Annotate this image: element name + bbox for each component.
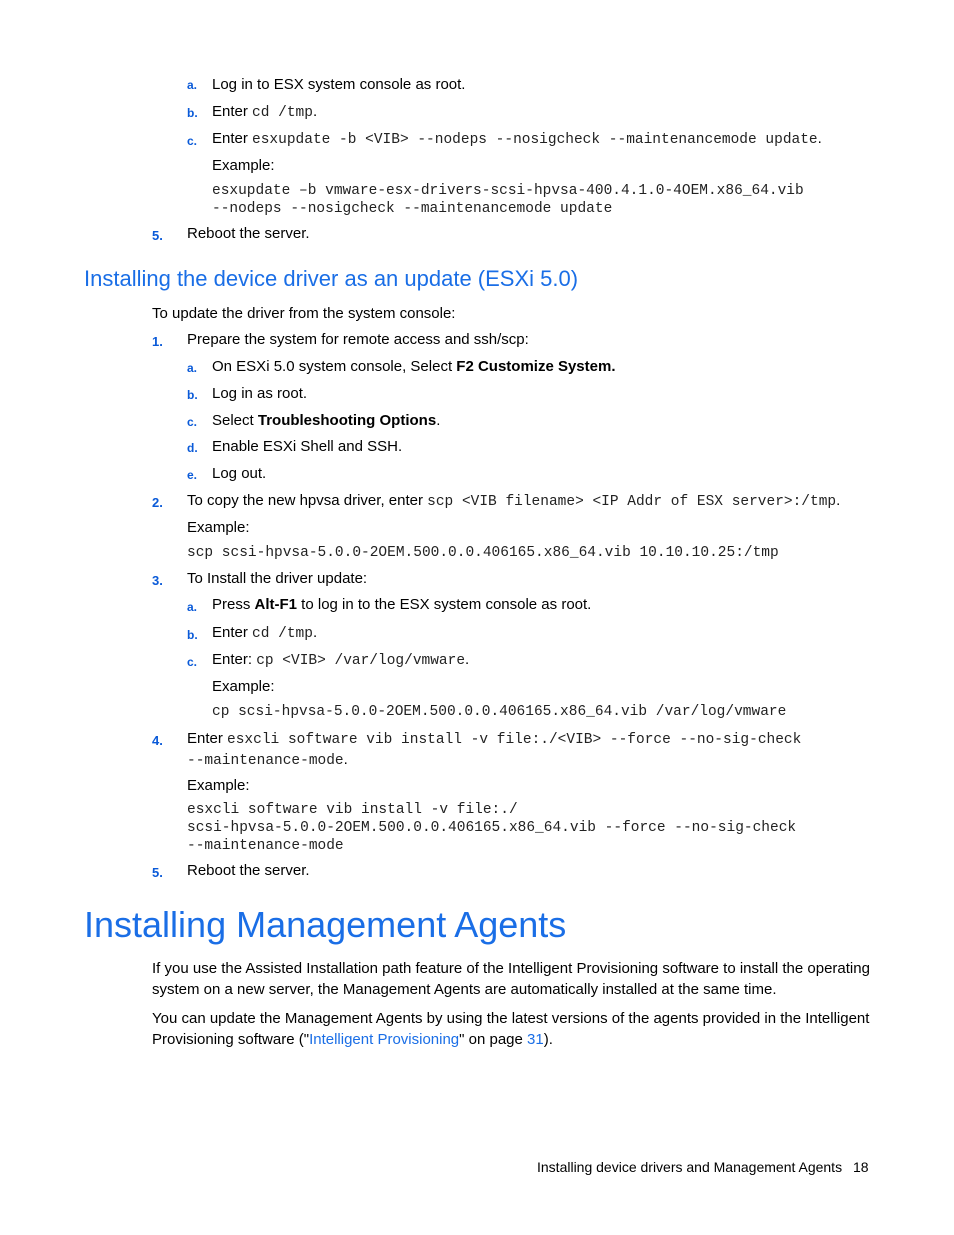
code-line: esxupdate –b vmware-esx-drivers-scsi-hpvsa-400.4.1.0-4OEM.x86_64.vib <box>212 183 804 199</box>
code-line: --nodeps --nosigcheck --maintenancemode update <box>212 201 613 217</box>
chapter-heading: Installing Management Agents <box>84 904 567 945</box>
list-item-text: Enter: cp <VIB> /var/log/vmware. <box>212 651 470 669</box>
list-item <box>187 76 197 93</box>
page-number: 18 <box>853 1159 869 1175</box>
list-marker: a. <box>187 78 198 92</box>
example-label: Example: <box>187 777 250 794</box>
list-item-text: Reboot the server. <box>187 862 310 879</box>
list-item-text: Log in to ESX system console as root. <box>212 76 466 93</box>
list-marker: 5. <box>152 228 163 243</box>
list-marker: 3. <box>152 573 163 588</box>
list-item-text-cont: --maintenance-mode. <box>187 751 348 769</box>
intro-text: To update the driver from the system console: <box>152 305 456 322</box>
list-item-text: Enter cd /tmp. <box>212 624 318 642</box>
inline-code: cd /tmp <box>252 105 313 121</box>
cross-reference-link[interactable]: Intelligent Provisioning <box>309 1031 460 1048</box>
list-marker: a. <box>187 600 198 614</box>
list-item-text: On ESXi 5.0 system console, Select F2 Customize System. <box>212 358 616 375</box>
list-marker: 2. <box>152 495 163 510</box>
list-item-text: Log out. <box>212 465 267 482</box>
list-marker: d. <box>187 441 198 455</box>
inline-code: cp <VIB> /var/log/vmware <box>256 653 466 669</box>
code-line: scsi-hpvsa-5.0.0-2OEM.500.0.0.406165.x86_64.vib --force --no-sig-check <box>187 820 797 836</box>
code-line: --maintenance-mode <box>187 838 344 854</box>
list-marker: 5. <box>152 865 163 880</box>
inline-code: --maintenance-mode <box>187 753 344 769</box>
list-item-text: Enter esxupdate -b <VIB> --nodeps --nosigcheck --maintenancemode update. <box>212 130 822 148</box>
list-marker: a. <box>187 361 198 375</box>
list-marker: b. <box>187 106 198 120</box>
list-item-text: To Install the driver update: <box>187 570 368 587</box>
list-marker: b. <box>187 388 198 402</box>
list-marker: 1. <box>152 334 163 349</box>
footer-title: Installing device drivers and Management Agents <box>537 1159 843 1175</box>
list-item-text: To copy the new hpvsa driver, enter scp <VIB filename> <IP Addr of ESX server>:/tmp. <box>187 492 841 510</box>
list-marker: c. <box>187 655 198 669</box>
example-label: Example: <box>187 519 250 536</box>
example-label: Example: <box>212 678 275 695</box>
list-item-text: Prepare the system for remote access and ssh/scp: <box>187 331 529 348</box>
section-heading: Installing the device driver as an update (ESXi 5.0) <box>84 266 579 291</box>
code-line: scp scsi-hpvsa-5.0.0-2OEM.500.0.0.406165.x86_64.vib 10.10.10.25:/tmp <box>187 545 779 561</box>
code-line: esxcli software vib install -v file:./ <box>187 802 518 818</box>
inline-code: cd /tmp <box>252 626 313 642</box>
page-link[interactable]: 31 <box>527 1031 544 1048</box>
list-item-text: Enable ESXi Shell and SSH. <box>212 438 403 455</box>
paragraph: If you use the Assisted Installation path feature of the Intelligent Provisioning software to install the operating system on a new server, the Management Agents are automatically installed at the same time. <box>152 960 870 998</box>
inline-code: scp <VIB filename> <IP Addr of ESX server>:/tmp <box>427 494 837 510</box>
paragraph: You can update the Management Agents by using the latest versions of the agents provided in the Intelligent Provisioning software ("Intelligent Provisioning" on page 31). <box>152 1010 870 1048</box>
list-item-text: Enter cd /tmp. <box>212 103 318 121</box>
list-marker: c. <box>187 415 198 429</box>
list-item-text: Reboot the server. <box>187 225 310 242</box>
inline-code: esxupdate -b <VIB> --nodeps --nosigcheck --maintenancemode update <box>252 132 818 148</box>
list-marker: e. <box>187 468 198 482</box>
list-item-text: Press Alt-F1 to log in to the ESX system console as root. <box>212 596 592 613</box>
inline-code: esxcli software vib install -v file:./<VIB> --force --no-sig-check <box>227 732 802 748</box>
list-item-text: Select Troubleshooting Options. <box>212 412 441 429</box>
example-label: Example: <box>212 157 275 174</box>
list-marker: 4. <box>152 733 163 748</box>
list-item-text: Log in as root. <box>212 385 308 402</box>
list-marker: b. <box>187 628 198 642</box>
list-item-text: Enter esxcli software vib install -v file:./<VIB> --force --no-sig-check <box>187 730 802 748</box>
list-marker: c. <box>187 134 198 148</box>
code-line: cp scsi-hpvsa-5.0.0-2OEM.500.0.0.406165.x86_64.vib /var/log/vmware <box>212 704 787 720</box>
